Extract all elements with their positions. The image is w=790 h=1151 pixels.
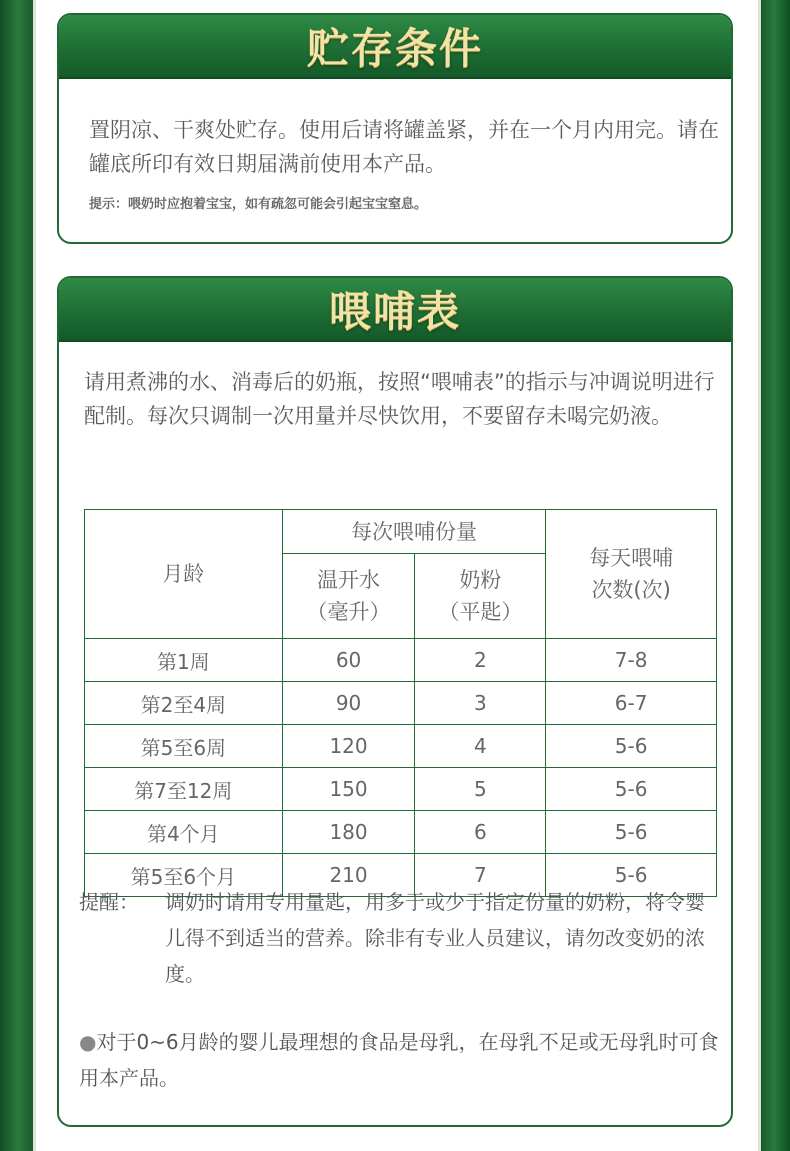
storage-header <box>59 15 731 79</box>
cell-times: 7-8 <box>546 639 717 682</box>
cell-times: 6-7 <box>546 682 717 725</box>
feeding-table <box>84 509 717 897</box>
header-times <box>546 510 717 639</box>
right-border-decoration <box>758 0 790 1151</box>
reminder-label: 提醒： <box>79 890 139 914</box>
table-row <box>85 725 717 768</box>
cell-powder: 7 <box>415 854 546 897</box>
cell-water: 120 <box>282 725 415 768</box>
cell-age: 第5至6周 <box>85 725 283 768</box>
reminder-text: 调奶时请用专用量匙，用多于或少于指定份量的奶粉，将令婴儿得不到适当的营养。除非有专业人员建议，请勿改变奶的浓度。 <box>165 890 705 986</box>
cell-water: 180 <box>282 811 415 854</box>
feeding-header <box>59 278 731 342</box>
breastfeeding-note <box>79 1024 719 1096</box>
cell-times: 5-6 <box>546 768 717 811</box>
feeding-intro: 请用煮沸的水、消毒后的奶瓶，按照“喂哺表”的指示与冲调说明进行配制。每次只调制一次用量并尽快饮用，不要留存未喝完奶液。 <box>84 370 715 428</box>
storage-tip: 提示：喂奶时应抱着宝宝，如有疏忽可能会引起宝宝窒息。 <box>89 197 428 212</box>
cell-powder: 5 <box>415 768 546 811</box>
table-row <box>85 811 717 854</box>
cell-times: 5-6 <box>546 725 717 768</box>
cell-water: 90 <box>282 682 415 725</box>
header-water-line2: （毫升） <box>306 600 391 624</box>
header-portion: 每次喂哺份量 <box>282 510 546 554</box>
header-water-line1: 温开水 <box>317 568 381 592</box>
cell-age: 第5至6个月 <box>85 854 283 897</box>
feeding-table-card <box>57 276 733 1127</box>
note-text: 对于0~6月龄的婴儿最理想的食品是母乳，在母乳不足或无母乳时可食用本产品。 <box>79 1030 719 1090</box>
table-row <box>85 768 717 811</box>
header-times-line1: 每天喂哺 <box>589 546 674 570</box>
cell-powder: 3 <box>415 682 546 725</box>
table-row <box>85 682 717 725</box>
cell-times: 5-6 <box>546 811 717 854</box>
cell-times: 5-6 <box>546 854 717 897</box>
header-powder <box>415 554 546 639</box>
storage-conditions-card <box>57 13 733 244</box>
cell-water: 60 <box>282 639 415 682</box>
cell-age: 第7至12周 <box>85 768 283 811</box>
feeding-title: 喂哺表 <box>328 287 461 336</box>
cell-water: 150 <box>282 768 415 811</box>
cell-powder: 2 <box>415 639 546 682</box>
cell-powder: 4 <box>415 725 546 768</box>
header-powder-line2: （平匙） <box>438 600 523 624</box>
cell-age: 第2至4周 <box>85 682 283 725</box>
storage-title: 贮存条件 <box>306 24 483 73</box>
table-row <box>85 639 717 682</box>
header-water <box>282 554 415 639</box>
cell-age: 第1周 <box>85 639 283 682</box>
cell-water: 210 <box>282 854 415 897</box>
cell-age: 第4个月 <box>85 811 283 854</box>
header-times-line2: 次数(次) <box>591 578 671 602</box>
header-age: 月龄 <box>85 510 283 639</box>
header-powder-line1: 奶粉 <box>459 568 502 592</box>
storage-text: 置阴凉、干爽处贮存。使用后请将罐盖紧，并在一个月内用完。请在罐底所印有效日期届满前使用本产品。 <box>89 118 719 176</box>
left-border-decoration <box>0 0 36 1151</box>
bullet-icon: ● <box>79 1030 97 1054</box>
cell-powder: 6 <box>415 811 546 854</box>
